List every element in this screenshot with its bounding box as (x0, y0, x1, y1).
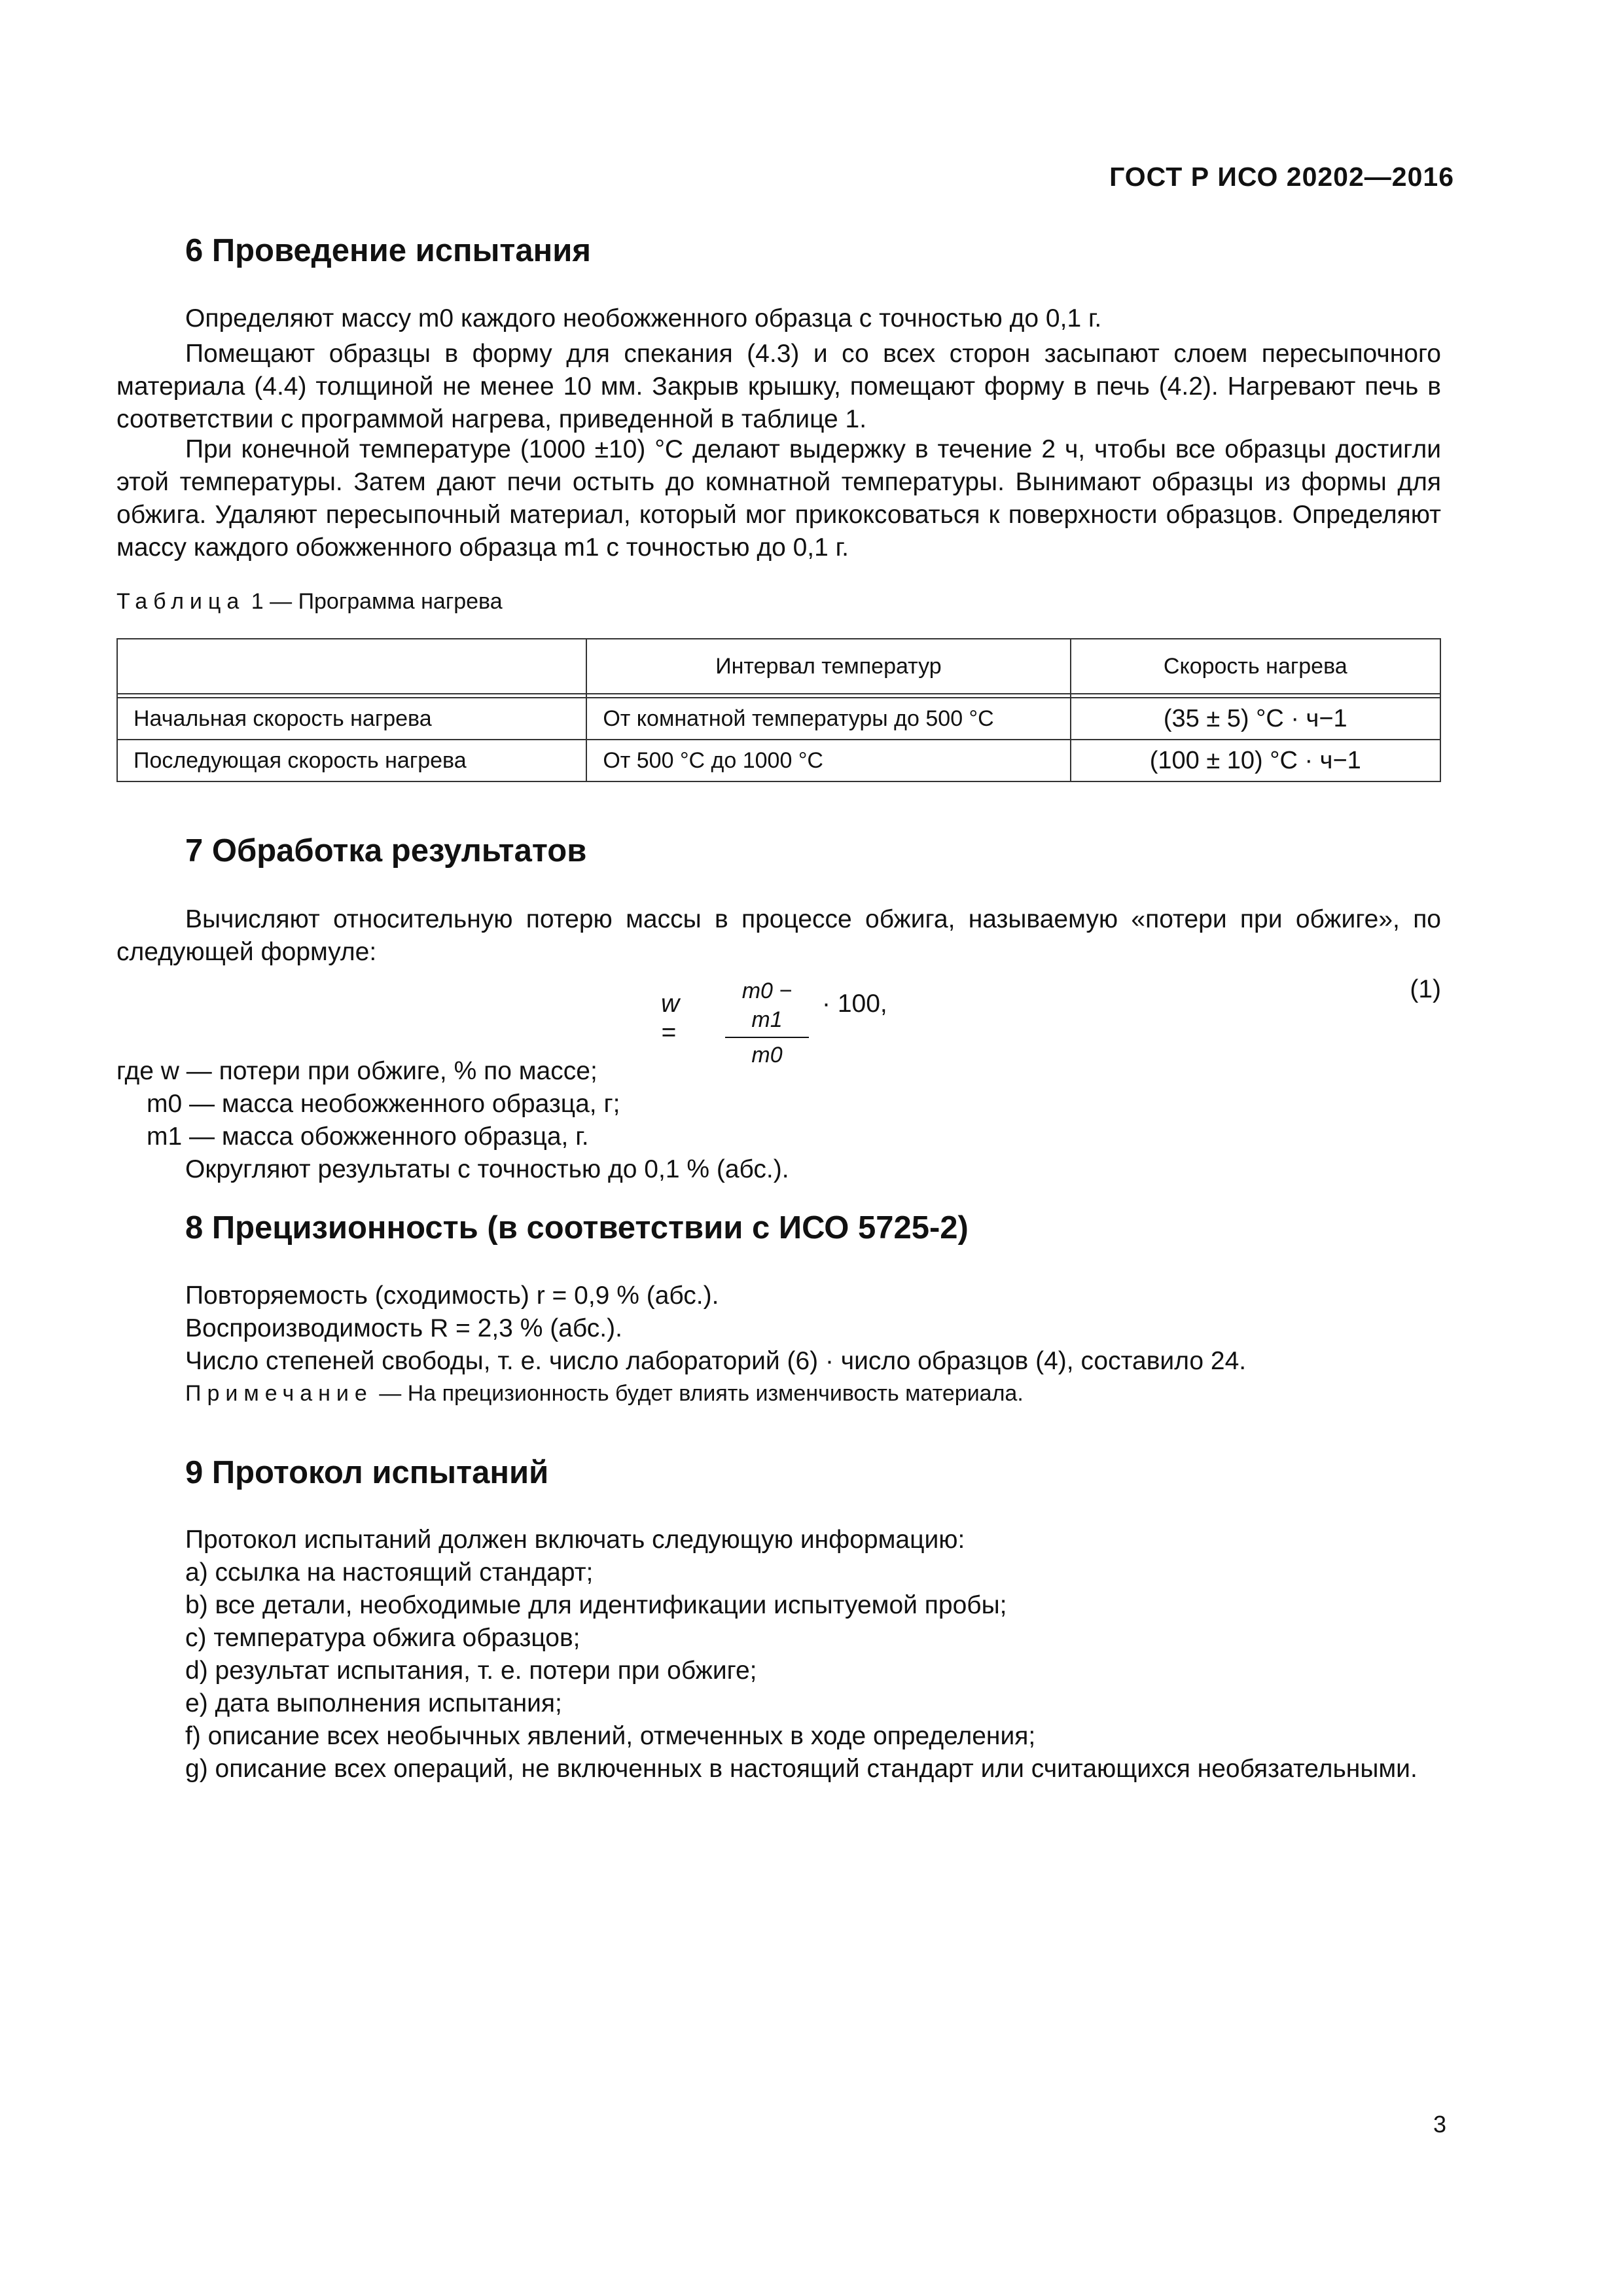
s6-paragraph-2: Помещают образцы в форму для спекания (4.3) и со всех сторон засыпают слоем пересыпочного материала (4.4) толщиной не менее 10 мм. Закрыв крышку, помещают форму в печь (4.2). Нагревают печь в соответствии с программой нагрева, приведенной в таблице 1. (116, 340, 1441, 433)
table-cell: Начальная скорость нагрева (117, 698, 586, 740)
list-item-a: a) ссылка на настоящий стандарт; (185, 1558, 594, 1587)
table-header-cell: Скорость нагрева (1071, 639, 1440, 694)
table-row (117, 740, 1440, 781)
table-cell: (100 ± 10) °С · ч−1 (1071, 740, 1440, 781)
list-item-e: e) дата выполнения испытания; (185, 1689, 562, 1717)
s6-paragraph-1: Определяют массу m0 каждого необожженного образца с точностью до 0,1 г. (185, 304, 1102, 332)
list-item-b: b) все детали, необходимые для идентификации испытуемой пробы; (185, 1591, 1007, 1619)
list-item-g: g) описание всех операций, не включенных в настоящий стандарт или считающихся необязательными. (185, 1755, 1418, 1783)
s9-intro: Протокол испытаний должен включать следующую информацию: (185, 1526, 965, 1554)
formula-numerator: m0 − m1 (741, 978, 793, 1032)
table-1-caption (116, 589, 503, 615)
table-header-cell (117, 639, 586, 694)
formula-number: (1) (1410, 975, 1441, 1003)
section-6-title: 6 Проведение испытания (185, 233, 591, 268)
degrees-of-freedom-line: Число степеней свободы, т. е. число лабораторий (6) · число образцов (4), составило 24. (185, 1347, 1247, 1375)
precision-note (185, 1381, 1024, 1407)
table-header-row (117, 639, 1440, 694)
list-item-f: f) описание всех необычных явлений, отмеченных в ходе определения; (185, 1722, 1036, 1750)
formula-fraction (725, 977, 809, 1069)
where-line-m0: m0 — масса необожженного образца, г; (147, 1090, 620, 1118)
s6-paragraph-3: При конечной температуре (1000 ±10) °С делают выдержку в течение 2 ч, чтобы все образцы достигли этой температуры. Затем дают печи остыть до комнатной температуры. Вынимают образцы из формы для обжига. Удаляют пересыпочный материал, который мог прикоксоваться к поверхности образцов. Определяют массу каждого обожженного образца m1 с точностью до 0,1 г. (116, 435, 1441, 562)
where-line-w: где w — потери при обжиге, % по массе; (116, 1057, 597, 1085)
document-header: ГОСТ Р ИСО 20202—2016 (1109, 162, 1454, 192)
table-cell: От комнатной температуры до 500 °С (586, 698, 1070, 740)
heating-program-table (116, 638, 1441, 782)
table-cell: От 500 °С до 1000 °С (586, 740, 1070, 781)
section-7-title: 7 Обработка результатов (185, 833, 587, 869)
table-caption-prefix: Таблица (116, 589, 245, 614)
repeatability-line: Повторяемость (сходимость) r = 0,9 % (абс.). (185, 1282, 719, 1310)
reproducibility-line: Воспроизводимость R = 2,3 % (абс.). (185, 1314, 622, 1342)
table-caption-text: 1 — Программа нагрева (251, 589, 503, 614)
note-prefix: Примечание (185, 1381, 373, 1406)
formula-denominator: m0 (751, 1043, 783, 1067)
note-text: — На прецизионность будет влиять изменчивость материала. (379, 1381, 1024, 1406)
list-item-d: d) результат испытания, т. е. потери при обжиге; (185, 1657, 757, 1685)
table-header-cell: Интервал температур (586, 639, 1070, 694)
formula-multiplier: · 100, (822, 990, 887, 1018)
table-cell: Последующая скорость нагрева (117, 740, 586, 781)
table-row (117, 698, 1440, 740)
list-item-c: c) температура обжига образцов; (185, 1624, 580, 1652)
page-number: 3 (1433, 2111, 1446, 2138)
s7-paragraph-1: Вычисляют относительную потерю массы в процессе обжига, называемую «потери при обжиге», по следующей формуле: (116, 905, 1441, 966)
where-line-m1: m1 — масса обожженного образца, г. (147, 1122, 589, 1151)
formula-lhs: w = (661, 990, 680, 1047)
s7-rounding: Округляют результаты с точностью до 0,1 % (абс.). (185, 1155, 789, 1183)
table-cell: (35 ± 5) °С · ч−1 (1071, 698, 1440, 740)
section-9-title: 9 Протокол испытаний (185, 1455, 549, 1490)
fraction-bar (725, 1037, 809, 1038)
section-8-title: 8 Прецизионность (в соответствии с ИСО 5725-2) (185, 1210, 969, 1246)
